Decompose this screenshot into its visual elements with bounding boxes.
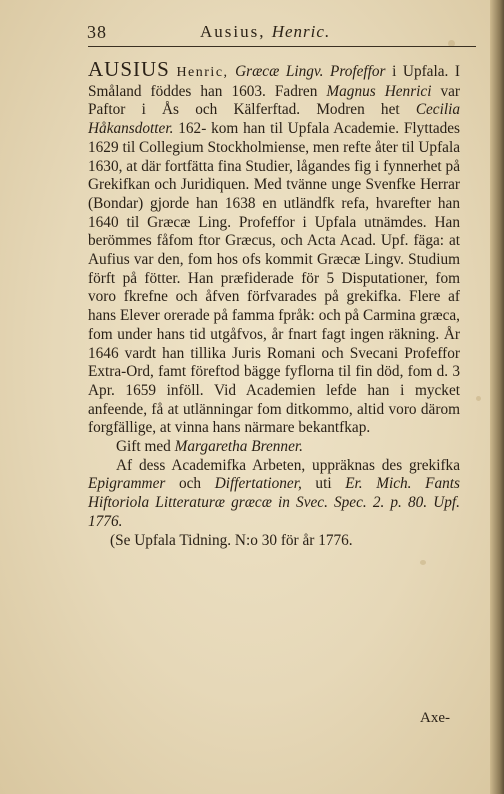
entry-body bbox=[88, 57, 461, 550]
works-epigrams: Epigrammer bbox=[88, 475, 166, 493]
running-head-italic: Henric. bbox=[271, 22, 331, 41]
entry-text-3: 162- kom han til Upfala Academie. Flyttades 1629 til Collegium Stockholmiense, men refte åter til Upfala 1630, at där fortfätta fina Studier, lågandes fig i fynnerhet på Grekifkan och Juridiquen. Med tvänne unge Svenfke Herrar (Bondar) gjorde han 1638 en utländfk refa, hvarefter han 1640 til Græcæ Ling. Profeffor i Upfala utnämdes. Han berömmes fåfom ftor Græcus, och Acta Acad. Upf. fäga: at Aufius var den, fom hos ofs kommit Græcæ Lingv. Studium förft på fötter. Han præfiderade för 5 Disputationer, fom voro fkrefne och åfven förfvarades på grekifka. Flere af hans Elever orerade på famma fpråk: och på Carmina græca, fom under hans tid utgåfvos, år fnart fagt ingen räkning. År 1646 vardt han tillika Juris Romani och Svecani Profeffor Extra-Ord, famt föreftod bägge fyflorna til fin död, fom d. 3 Apr. 1659 inföll. Vid Academien lefde han i mycket anfeende, få at utlänningar fom ditkommo, altid voro därom forgfällige, at vinna hans närmare bekantfkap. bbox=[88, 120, 461, 437]
works-paragraph bbox=[88, 457, 460, 532]
entry-paragraph bbox=[88, 57, 461, 438]
works-reference: Er. Mich. Fants Hiftoriola Litteraturæ græcæ in Svec. Spec. 2. p. 80. Upf. 1776. bbox=[88, 475, 460, 530]
married-text: Gift med bbox=[116, 438, 171, 456]
entry-text-1: i Upfala. I Småland föddes han 1603. Fadren bbox=[88, 63, 461, 100]
catchword: Axe- bbox=[420, 710, 450, 726]
foxing-spot bbox=[476, 396, 481, 401]
page-edge bbox=[490, 0, 504, 794]
works-text-3: uti bbox=[315, 475, 332, 493]
works-dissertations: Differtationer, bbox=[214, 475, 302, 493]
page-number: 38 bbox=[87, 22, 107, 42]
mother-name: Cecilia Håkansdotter. bbox=[88, 101, 460, 138]
entry-title: Græcæ Lingv. Profeffor bbox=[235, 63, 386, 80]
married-paragraph bbox=[88, 438, 460, 457]
header-rule bbox=[88, 46, 476, 47]
entry-forename: Henric, bbox=[176, 65, 229, 80]
foxing-spot bbox=[420, 560, 426, 565]
running-head-roman: Ausius, bbox=[200, 22, 266, 41]
father-name: Magnus Henrici bbox=[326, 82, 432, 100]
source-reference: (Se Upfala Tidning. N:o 30 för år 1776. bbox=[110, 531, 353, 549]
entry-name: AUSIUS bbox=[88, 57, 170, 81]
works-text-1: Af dess Academifka Arbeten, uppräknas des grekifka bbox=[116, 456, 460, 474]
page-header bbox=[82, 22, 482, 44]
entry-text-2: var Paftor i Ås och Kälferftad. Modren het bbox=[88, 82, 461, 119]
works-text-2: och bbox=[178, 475, 202, 493]
running-head bbox=[200, 22, 330, 42]
spouse-name: Margaretha Brenner. bbox=[174, 438, 303, 456]
